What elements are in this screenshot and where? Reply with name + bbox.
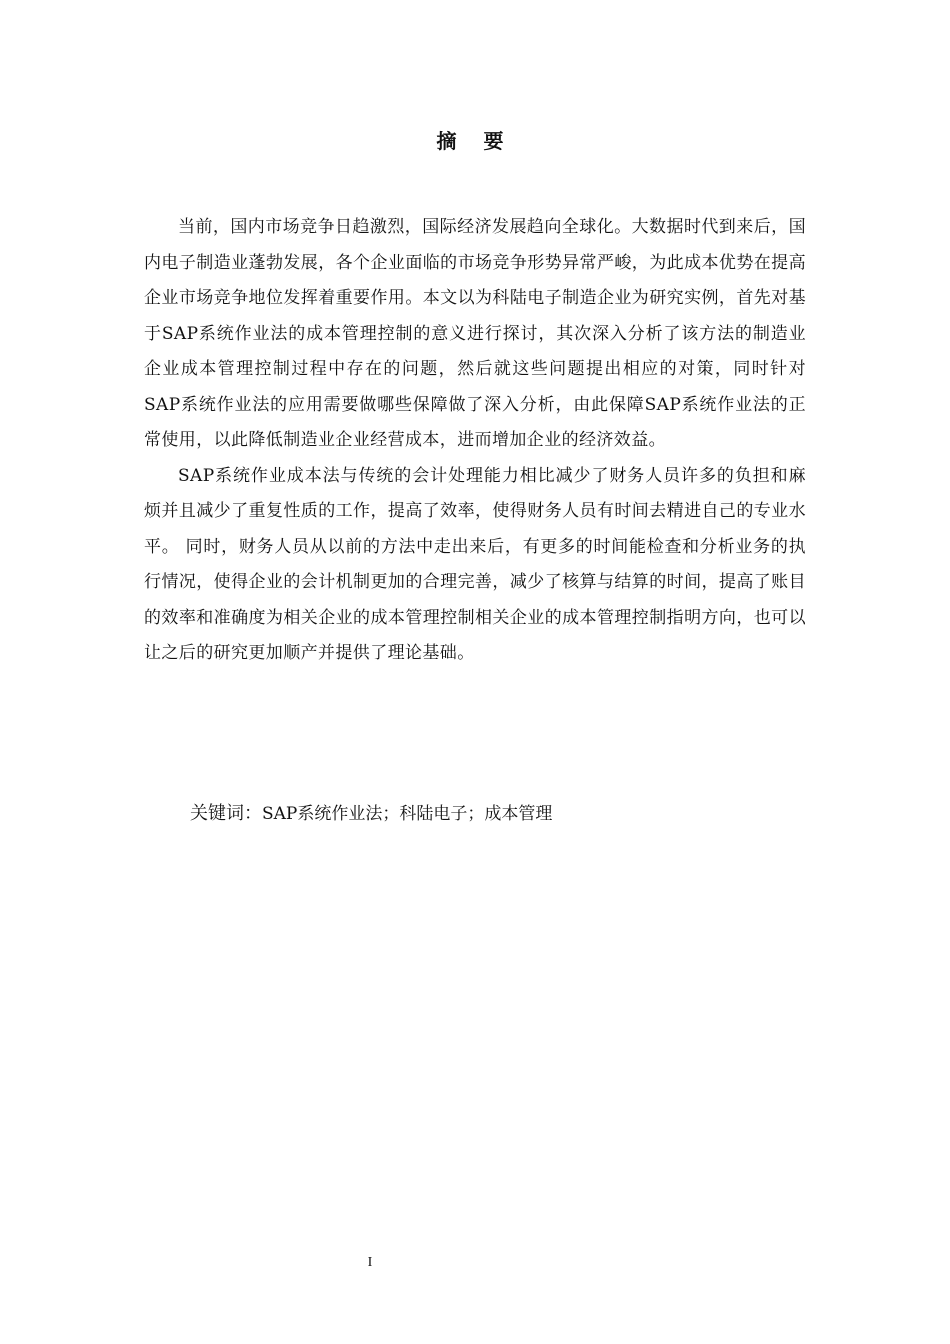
abstract-title: 摘 要 <box>436 129 514 153</box>
abstract-paragraph-2: SAP系统作业成本法与传统的会计处理能力相比减少了财务人员许多的负担和麻烦并且减少了重复性质的工作，提高了效率，使得财务人员有时间去精进自己的专业水平。 同时，财务人员从以前的方法中走出来后，有更多的时间能检查和分析业务的执行情况，使得企业的会计机制更加的合理完善，减少了核算与结算的时间，提高了账目的效率和准确度为相关企业的成本管理控制相关企业的成本管理控制指明方向，也可以让之后的研究更加顺产并提供了理论基础。 <box>144 465 806 663</box>
keywords-value: SAP系统作业法；科陆电子；成本管理 <box>262 804 553 824</box>
abstract-paragraph-1: 当前，国内市场竞争日趋激烈，国际经济发展趋向全球化。大数据时代到来后，国内电子制造业蓬勃发展，各个企业面临的市场竞争形势异常严峻，为此成本优势在提高企业市场竞争地位发挥着重要作用。本文以为科陆电子制造企业为研究实例，首先对基于SAP系统作业法的成本管理控制的意义进行探讨，其次深入分析了该方法的制造业企业成本管理控制过程中存在的问题，然后就这些问题提出相应的对策，同时针对SAP系统作业法的应用需要做哪些保障做了深入分析，由此保障SAP系统作业法的正常使用，以此降低制造业企业经营成本，进而增加企业的经济效益。 <box>144 217 806 450</box>
page-number: I <box>367 1255 373 1270</box>
keywords-line <box>190 798 552 830</box>
abstract-body <box>144 210 806 672</box>
keywords-label: 关键词： <box>190 803 262 824</box>
